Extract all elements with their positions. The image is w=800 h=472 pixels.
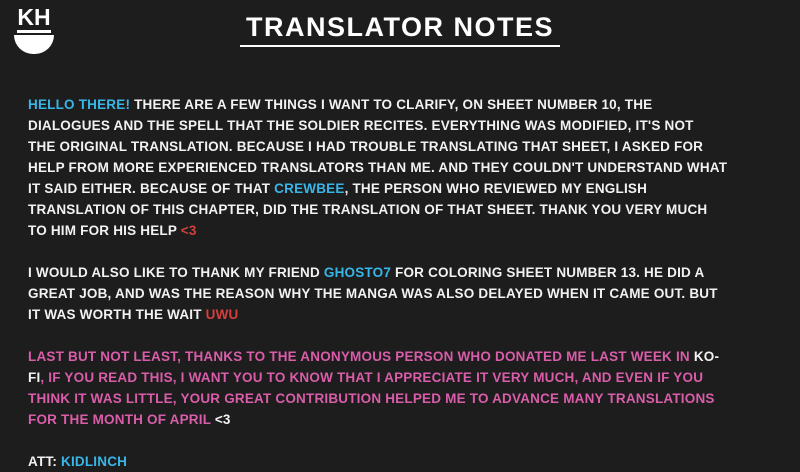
text-line bbox=[28, 304, 780, 325]
text-segment: KIDLINCH bbox=[61, 454, 128, 469]
text-segment: <3 bbox=[214, 412, 231, 427]
text-line bbox=[28, 283, 780, 304]
text-line bbox=[28, 388, 780, 409]
text-segment: GREAT JOB, AND WAS THE REASON WHY THE MANGA WAS ALSO DELAYED WHEN IT CAME OUT. BUT bbox=[28, 286, 718, 301]
text-segment: HELLO THERE! bbox=[28, 97, 131, 112]
text-line bbox=[28, 220, 780, 241]
text-line bbox=[28, 262, 780, 283]
text-segment: <3 bbox=[180, 223, 197, 238]
text-segment: FOR THE MONTH OF APRIL bbox=[28, 412, 215, 427]
kh-logo-bowl-icon bbox=[14, 35, 54, 54]
text-segment: THE ORIGINAL TRANSLATION. BECAUSE I HAD TROUBLE TRANSLATING THAT SHEET, I ASKED FOR bbox=[28, 139, 704, 154]
paragraph bbox=[28, 346, 780, 430]
text-segment: KO- bbox=[693, 349, 720, 364]
text-segment: , IF YOU READ THIS, I WANT YOU TO KNOW THAT I APPRECIATE IT VERY MUCH, AND EVEN IF YOU bbox=[40, 370, 704, 385]
text-segment: FI bbox=[28, 370, 41, 385]
text-line bbox=[28, 157, 780, 178]
text-segment: CREWBEE bbox=[274, 181, 345, 196]
text-segment: HELP FROM MORE EXPERIENCED TRANSLATORS THAN ME. AND THEY COULDN'T UNDERSTAND WHAT bbox=[28, 160, 728, 175]
text-segment: TRANSLATION OF THIS CHAPTER, DID THE TRANSLATION OF THAT SHEET. THANK YOU VERY MUCH bbox=[28, 202, 708, 217]
text-line bbox=[28, 136, 780, 157]
text-segment: IT WAS WORTH THE WAIT bbox=[28, 307, 206, 322]
text-segment: GHOSTO7 bbox=[323, 265, 392, 280]
text-segment: I WOULD ALSO LIKE TO THANK MY FRIEND bbox=[28, 265, 324, 280]
text-line bbox=[28, 367, 780, 388]
paragraph bbox=[28, 94, 780, 241]
text-segment: ATT: bbox=[28, 454, 61, 469]
text-line bbox=[28, 94, 780, 115]
paragraph bbox=[28, 262, 780, 325]
text-segment: FOR COLORING SHEET NUMBER 13. HE DID A bbox=[391, 265, 705, 280]
kh-logo-text: KH bbox=[17, 6, 50, 33]
text-line bbox=[28, 115, 780, 136]
header bbox=[0, 0, 800, 47]
text-segment: THERE ARE A FEW THINGS I WANT TO CLARIFY, ON SHEET NUMBER 10, THE bbox=[130, 97, 653, 112]
text-line bbox=[28, 346, 780, 367]
signoff-line bbox=[28, 451, 780, 472]
text-segment: IT SAID EITHER. BECAUSE OF THAT bbox=[28, 181, 275, 196]
text-line bbox=[28, 178, 780, 199]
text-line bbox=[28, 199, 780, 220]
text-segment: LAST BUT NOT LEAST, THANKS TO THE ANONYMOUS PERSON WHO DONATED ME LAST WEEK IN bbox=[28, 349, 694, 364]
text-segment: UWU bbox=[205, 307, 239, 322]
text-line bbox=[28, 409, 780, 430]
notes-body bbox=[28, 94, 780, 472]
page-title: TRANSLATOR NOTES bbox=[240, 14, 560, 47]
text-segment: DIALOGUES AND THE SPELL THAT THE SOLDIER RECITES. EVERYTHING WAS MODIFIED, IT'S NOT bbox=[28, 118, 694, 133]
kh-logo bbox=[13, 6, 55, 54]
text-segment: THINK IT WAS LITTLE, YOUR GREAT CONTRIBUTION HELPED ME TO ADVANCE MANY TRANSLATIONS bbox=[28, 391, 715, 406]
text-segment: TO HIM FOR HIS HELP bbox=[28, 223, 181, 238]
text-segment: , THE PERSON WHO REVIEWED MY ENGLISH bbox=[344, 181, 648, 196]
